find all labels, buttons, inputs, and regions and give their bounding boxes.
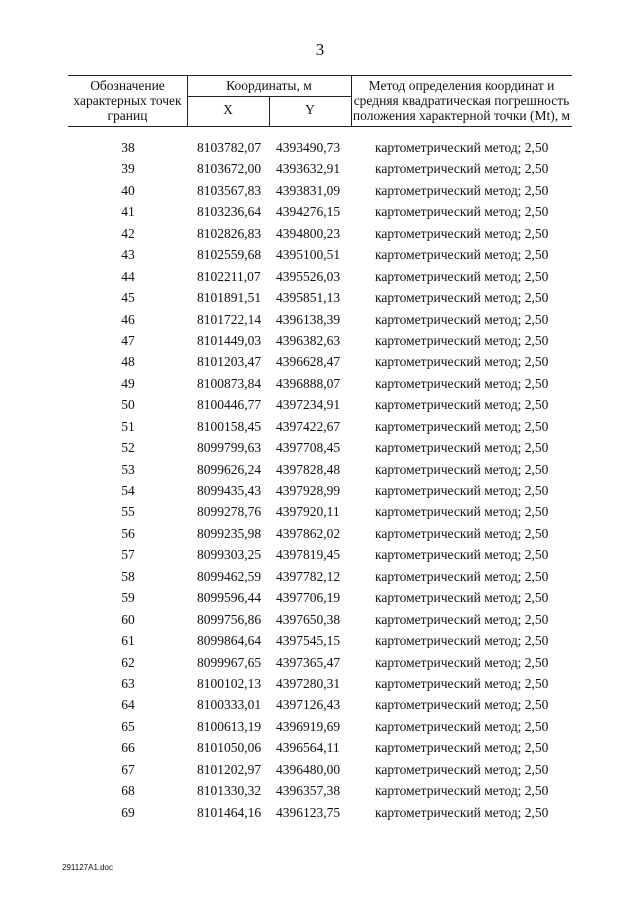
method-cell: картометрический метод; 2,50 (375, 804, 549, 820)
header-top-rule (68, 75, 572, 76)
header-bottom-rule (68, 126, 572, 127)
table-row (0, 437, 640, 458)
y-cell: 4395100,51 (276, 247, 341, 263)
point-cell: 60 (121, 611, 135, 627)
point-cell: 62 (121, 654, 135, 670)
y-cell: 4393831,09 (276, 182, 341, 198)
x-cell: 8099462,59 (197, 568, 262, 584)
x-cell: 8101722,14 (197, 311, 262, 327)
method-cell: картометрический метод; 2,50 (375, 697, 549, 713)
point-cell: 46 (121, 311, 135, 327)
point-cell: 54 (121, 483, 135, 498)
point-cell: 53 (121, 461, 135, 477)
point-cell: 43 (121, 247, 135, 263)
point-cell: 51 (121, 418, 135, 434)
x-cell: 8100873,84 (197, 375, 262, 391)
table-row (0, 652, 640, 673)
x-cell: 8100613,19 (197, 718, 262, 734)
y-cell: 4397828,48 (276, 461, 341, 477)
y-cell: 4395526,03 (276, 268, 341, 284)
table-row (0, 544, 640, 565)
x-cell: 8101050,06 (197, 740, 262, 756)
point-cell: 49 (121, 375, 135, 391)
y-cell: 4396564,11 (276, 740, 340, 756)
point-cell: 59 (121, 590, 135, 606)
footer-filename: 291127A1.doc (62, 863, 114, 872)
table-row (0, 180, 640, 201)
method-cell: картометрический метод; 2,50 (375, 483, 549, 498)
y-cell: 4396480,00 (276, 761, 341, 777)
x-cell: 8099756,86 (197, 611, 262, 627)
method-cell: картометрический метод; 2,50 (375, 568, 549, 584)
x-cell: 8101891,51 (197, 290, 262, 306)
table-row (0, 416, 640, 437)
table-row (0, 394, 640, 415)
method-cell: картометрический метод; 2,50 (375, 547, 549, 563)
x-cell: 8100102,13 (197, 675, 262, 691)
y-cell: 4397650,38 (276, 611, 341, 627)
method-cell: картометрический метод; 2,50 (375, 611, 549, 627)
point-cell: 44 (121, 268, 135, 284)
point-cell: 63 (121, 675, 135, 691)
table-row (0, 223, 640, 244)
table-body (0, 137, 640, 823)
header-line: Обозначение (90, 78, 165, 93)
x-cell: 8099799,63 (197, 440, 262, 456)
method-cell: картометрический метод; 2,50 (375, 590, 549, 606)
table-row (0, 759, 640, 780)
table-row (0, 566, 640, 587)
x-cell: 8100446,77 (197, 397, 262, 413)
point-designation-header (68, 78, 187, 123)
method-cell: картометрический метод; 2,50 (375, 718, 549, 734)
y-cell: 4397422,67 (276, 418, 341, 434)
y-cell: 4397928,99 (276, 483, 341, 498)
x-cell: 8099626,24 (197, 461, 262, 477)
page-number: 3 (315, 40, 325, 59)
header-line: характерных точек (73, 93, 182, 108)
y-cell: 4397782,12 (276, 568, 341, 584)
x-cell: 8102826,83 (197, 225, 262, 241)
x-cell: 8103782,07 (197, 140, 262, 155)
method-cell: картометрический метод; 2,50 (375, 247, 549, 263)
table-row (0, 523, 640, 544)
method-cell: картометрический метод; 2,50 (375, 182, 549, 198)
y-cell: 4397545,15 (276, 633, 341, 649)
point-cell: 61 (121, 633, 135, 649)
table-row (0, 373, 640, 394)
point-cell: 39 (121, 161, 135, 177)
point-cell: 67 (121, 761, 135, 777)
y-cell: 4393490,73 (276, 140, 341, 155)
table-row (0, 501, 640, 522)
table-row (0, 158, 640, 179)
x-cell: 8100333,01 (197, 697, 262, 713)
method-cell: картометрический метод; 2,50 (375, 633, 549, 649)
header-line: средняя квадратическая погрешность (353, 93, 570, 108)
x-cell: 8103672,00 (197, 161, 262, 177)
table-row (0, 459, 640, 480)
table-row (0, 587, 640, 608)
y-cell: 4397280,31 (276, 675, 341, 691)
y-cell: 4397234,91 (276, 397, 341, 413)
x-cell: 8100158,45 (197, 418, 262, 434)
table-row (0, 630, 640, 651)
table-row (0, 780, 640, 801)
y-cell: 4397708,45 (276, 440, 341, 456)
method-cell: картометрический метод; 2,50 (375, 268, 549, 284)
table-row (0, 244, 640, 265)
point-cell: 38 (121, 140, 135, 155)
table-row (0, 609, 640, 630)
table-row (0, 480, 640, 501)
table-row (0, 201, 640, 222)
table-row (0, 737, 640, 758)
table-row (0, 694, 640, 715)
x-cell: 8101202,97 (197, 761, 262, 777)
y-cell: 4397819,45 (276, 547, 341, 563)
header-line: положения характерной точки (Mt), м (352, 108, 571, 123)
point-cell: 48 (121, 354, 135, 370)
x-cell: 8099864,64 (197, 633, 262, 649)
point-cell: 68 (121, 783, 135, 799)
x-cell: 8099235,98 (197, 525, 262, 541)
table-row (0, 673, 640, 694)
y-cell: 4393632,91 (276, 161, 341, 177)
point-cell: 45 (121, 290, 135, 306)
x-cell: 8101449,03 (197, 332, 262, 348)
point-cell: 56 (121, 525, 135, 541)
y-cell: 4396382,63 (276, 332, 341, 348)
y-cell: 4394276,15 (276, 204, 341, 220)
x-cell: 8101203,47 (197, 354, 262, 370)
point-cell: 50 (121, 397, 135, 413)
y-cell: 4396888,07 (276, 375, 341, 391)
method-cell: картометрический метод; 2,50 (375, 311, 549, 327)
point-cell: 55 (121, 504, 135, 520)
x-cell: 8099435,43 (197, 483, 262, 498)
y-cell: 4397862,02 (276, 525, 341, 541)
y-cell: 4397706,19 (276, 590, 341, 606)
point-cell: 47 (121, 332, 135, 348)
method-cell: картометрический метод; 2,50 (375, 525, 549, 541)
y-header: Y (305, 102, 315, 117)
method-cell: картометрический метод; 2,50 (375, 397, 549, 413)
y-cell: 4394800,23 (276, 225, 341, 241)
x-cell: 8099967,65 (197, 654, 262, 670)
table-row (0, 351, 640, 372)
point-cell: 52 (121, 440, 135, 456)
method-cell: картометрический метод; 2,50 (375, 461, 549, 477)
method-cell: картометрический метод; 2,50 (375, 740, 549, 756)
x-cell: 8103567,83 (197, 182, 262, 198)
method-cell: картометрический метод; 2,50 (375, 225, 549, 241)
y-cell: 4396357,38 (276, 783, 341, 799)
point-cell: 65 (121, 718, 135, 734)
method-cell: картометрический метод; 2,50 (375, 761, 549, 777)
method-cell: картометрический метод; 2,50 (375, 375, 549, 391)
coordinates-header: Координаты, м (226, 78, 312, 93)
y-cell: 4396919,69 (276, 718, 341, 734)
table-row (0, 266, 640, 287)
method-cell: картометрический метод; 2,50 (375, 418, 549, 434)
method-cell: картометрический метод; 2,50 (375, 440, 549, 456)
header-line: границ (107, 108, 148, 123)
x-cell: 8102211,07 (197, 268, 261, 284)
table-row (0, 716, 640, 737)
x-cell: 8101330,32 (197, 783, 262, 799)
point-cell: 40 (121, 182, 135, 198)
method-header (351, 78, 572, 123)
x-header: X (223, 102, 233, 117)
method-cell: картометрический метод; 2,50 (375, 290, 549, 306)
point-cell: 57 (121, 547, 135, 563)
y-cell: 4396628,47 (276, 354, 341, 370)
method-cell: картометрический метод; 2,50 (375, 675, 549, 691)
x-cell: 8101464,16 (197, 804, 262, 820)
table-row (0, 330, 640, 351)
x-cell: 8102559,68 (197, 247, 262, 263)
x-cell: 8099596,44 (197, 590, 262, 606)
table-row (0, 802, 640, 823)
point-cell: 69 (121, 804, 135, 820)
method-cell: картометрический метод; 2,50 (375, 354, 549, 370)
method-cell: картометрический метод; 2,50 (375, 204, 549, 220)
method-cell: картометрический метод; 2,50 (375, 654, 549, 670)
x-cell: 8099278,76 (197, 504, 262, 520)
y-cell: 4396123,75 (276, 804, 341, 820)
x-cell: 8099303,25 (197, 547, 262, 563)
point-cell: 58 (121, 568, 135, 584)
x-cell: 8103236,64 (197, 204, 262, 220)
method-cell: картометрический метод; 2,50 (375, 161, 549, 177)
header-line: Метод определения координат и (368, 78, 555, 93)
point-cell: 66 (121, 740, 135, 756)
method-cell: картометрический метод; 2,50 (375, 504, 549, 520)
method-cell: картометрический метод; 2,50 (375, 332, 549, 348)
table-row (0, 137, 640, 158)
y-cell: 4395851,13 (276, 290, 341, 306)
table-row (0, 287, 640, 308)
point-cell: 41 (121, 204, 135, 220)
point-cell: 42 (121, 225, 135, 241)
y-cell: 4397920,11 (276, 504, 340, 520)
y-cell: 4396138,39 (276, 311, 341, 327)
method-cell: картометрический метод; 2,50 (375, 783, 549, 799)
point-cell: 64 (121, 697, 135, 713)
table-row (0, 309, 640, 330)
y-cell: 4397126,43 (276, 697, 341, 713)
y-cell: 4397365,47 (276, 654, 341, 670)
method-cell: картометрический метод; 2,50 (375, 140, 549, 155)
